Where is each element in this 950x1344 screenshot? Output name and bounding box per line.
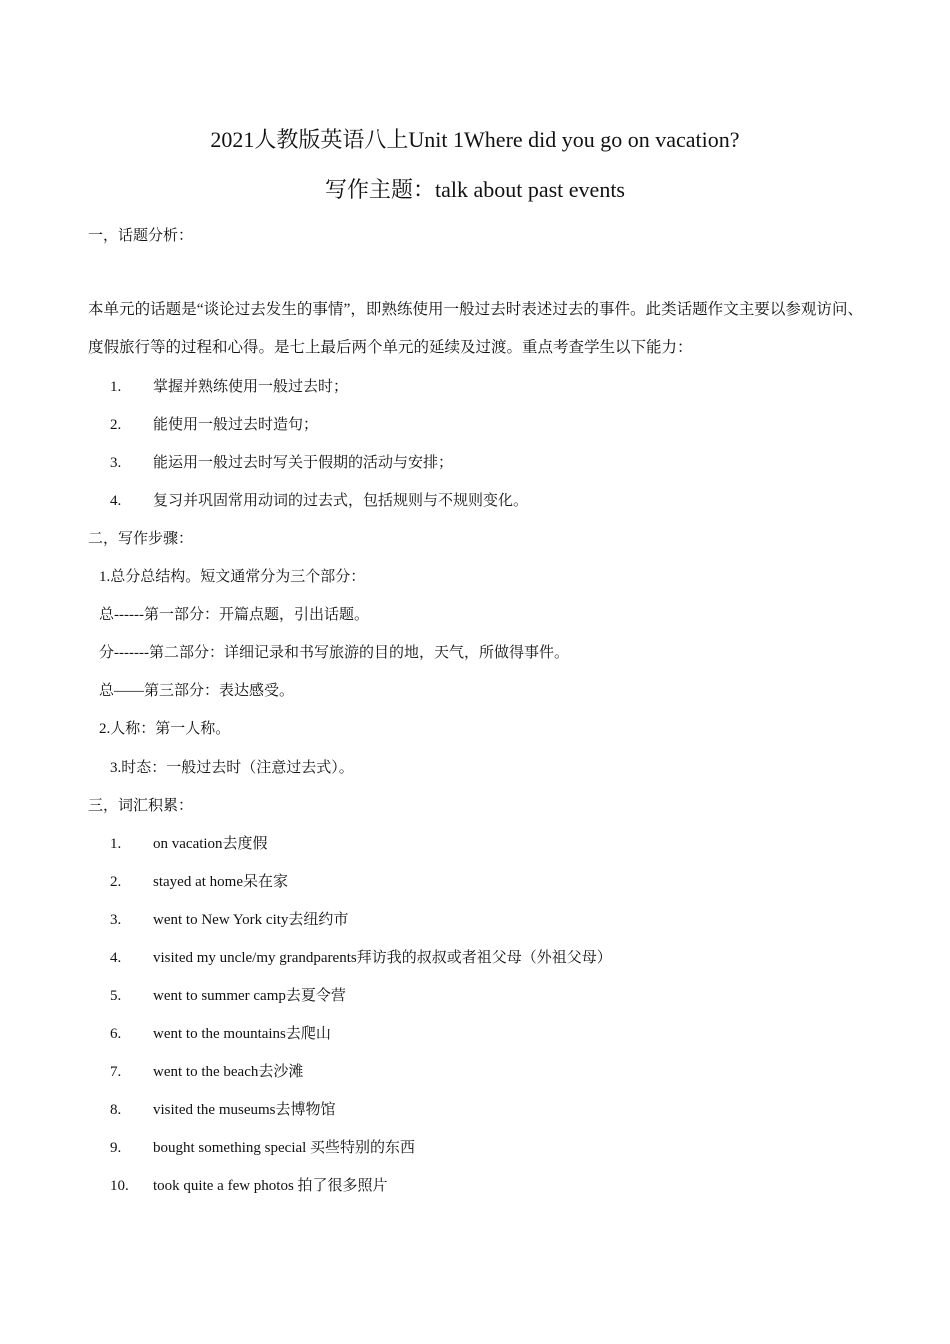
list-item-text: stayed at home呆在家 [153,874,288,890]
list-item-number: 10. [110,1178,129,1194]
list-item [110,415,318,435]
list-item [110,377,348,397]
list-item-text: 能运用一般过去时写关于假期的活动与安排； [153,455,454,471]
section-1-paragraph: 本单元的话题是“谈论过去发生的事情”，即熟练使用一般过去时表述过去的事件。此类话题作文主要以参观访问、度假旅行等的过程和心得。是七上最后两个单元的延续及过渡。重点考查学生以下能力： [88,301,863,356]
step-line: 2.人称：第一人称。 [99,721,231,737]
list-item [110,834,268,854]
list-item-number: 6. [110,1026,122,1042]
list-item-text: 掌握并熟练使用一般过去时； [153,379,349,395]
list-item [110,872,288,892]
list-item-text: 能使用一般过去时造句； [153,417,319,433]
document-subtitle: 写作主题：talk about past events [324,177,625,202]
list-item-number: 3. [110,912,122,928]
list-item-number: 5. [110,988,122,1004]
list-item-text: 复习并巩固常用动词的过去式，包括规则与不规则变化。 [153,493,529,509]
list-item-number: 4. [110,950,122,966]
list-item-text: went to summer camp去夏令营 [153,988,346,1004]
list-item-text: went to the beach去沙滩 [153,1064,304,1080]
list-item [110,1062,303,1082]
list-item-number: 2. [110,417,122,433]
list-item [110,986,346,1006]
list-item-text: visited my uncle/my grandparents拜访我的叔叔或者祖父母（外祖父母） [153,950,612,966]
section-1-heading: 一，话题分析： [88,228,194,244]
step-line: 3.时态：一般过去时（注意过去式）。 [110,760,354,776]
section-3-heading: 三，词汇积累： [88,798,194,814]
step-line: 总------第一部分：开篇点题，引出话题。 [99,607,369,623]
list-item-number: 4. [110,493,122,509]
list-item-text: went to the mountains去爬山 [153,1026,331,1042]
list-item-number: 9. [110,1140,122,1156]
list-item-number: 1. [110,379,122,395]
list-item [110,910,348,930]
list-item [110,1138,415,1158]
list-item-text: visited the museums去博物馆 [153,1102,336,1118]
list-item [110,948,612,968]
step-line: 分-------第二部分：详细记录和书写旅游的目的地，天气，所做得事件。 [99,645,569,661]
section-2-heading: 二，写作步骤： [88,531,194,547]
step-line: 总——第三部分：表达感受。 [99,683,295,699]
list-item-text: took quite a few photos 拍了很多照片 [153,1178,388,1194]
step-line: 1.总分总结构。短文通常分为三个部分： [99,569,366,585]
list-item-number: 2. [110,874,122,890]
list-item-number: 7. [110,1064,122,1080]
list-item-number: 3. [110,455,122,471]
list-item-number: 8. [110,1102,122,1118]
list-item-text: on vacation去度假 [153,836,268,852]
list-item [110,453,453,473]
list-item-number: 1. [110,836,122,852]
list-item [110,1100,336,1120]
list-item [110,1176,388,1196]
list-item [110,1024,331,1044]
list-item-text: went to New York city去纽约市 [153,912,349,928]
document-title: 2021人教版英语八上Unit 1Where did you go on vacation? [210,127,740,152]
list-item-text: bought something special 买些特别的东西 [153,1140,416,1156]
list-item [110,491,528,511]
